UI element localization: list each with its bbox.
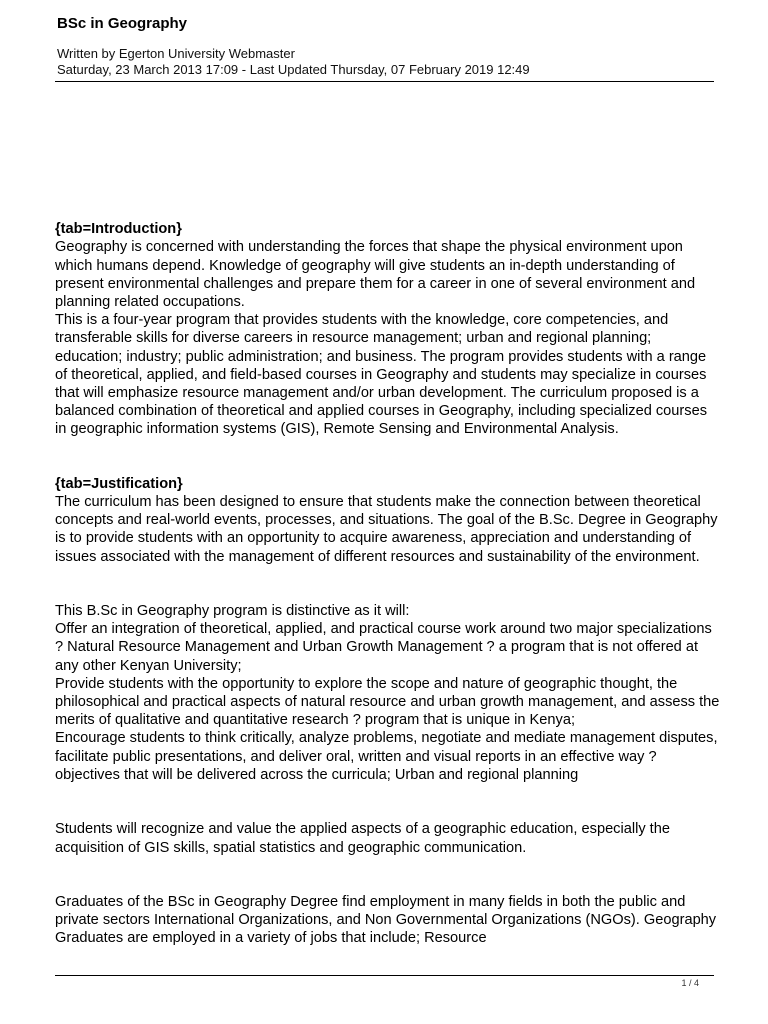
introduction-section (55, 220, 720, 438)
footer-divider (55, 975, 714, 976)
page-number: 1 / 4 (681, 978, 699, 988)
author-line: Written by Egerton University Webmaster (57, 46, 295, 61)
intro-paragraph-2: This is a four-year program that provides students with the knowledge, core competencies, and transferable skills for diverse careers in resource management; urban and regional planning; education; industry; public administration; and business. The program provides students with a range of theoretical, applied, and field-based courses in Geography and students may specialize in courses that will emphasize resource management and/or urban development. The curriculum proposed is a balanced combination of theoretical and applied courses in Geography, including specialized courses in geographic information systems (GIS), Remote Sensing and Environmental Analysis. (55, 312, 707, 438)
intro-paragraph-1: Geography is concerned with understanding the forces that shape the physical environment upon which humans depend. Knowledge of geography will give students an in-depth understanding of present environmental challenges and prepare them for a career in one of several environment and planning related occupations. (55, 239, 696, 311)
article-body (55, 202, 720, 984)
distinctive-item-2: Provide students with the opportunity to explore the scope and nature of geographic thought, the philosophical and practical aspects of natural resource and urban growth management, and assess the merits of qualitative and quantitative research ? program that is unique in Kenya; (55, 675, 720, 729)
date-line: Saturday, 23 March 2013 17:09 - Last Updated Thursday, 07 February 2019 12:49 (57, 62, 530, 77)
distinctive-section (55, 602, 720, 784)
tab-introduction-marker: {tab=Introduction} (55, 221, 182, 238)
students-paragraph: Students will recognize and value the applied aspects of a geographic education, especially the acquisition of GIS skills, spatial statistics and geographic communication. (55, 821, 670, 856)
distinctive-item-1: Offer an integration of theoretical, applied, and practical course work around two major specializations ? Natural Resource Management and Urban Growth Management ? a program that is not offered at any other Kenyan University; (55, 621, 712, 674)
tab-justification-marker: {tab=Justification} (55, 475, 183, 492)
distinctive-item-3: Encourage students to think critically, analyze problems, negotiate and mediate management disputes, facilitate public presentations, and deliver oral, written and visual reports in an effective way ? objectives that will be delivered across the curricula; Urban and regional planning (55, 730, 718, 783)
distinctive-intro: This B.Sc in Geography program is distinctive as it will: (55, 603, 410, 620)
page-title: BSc in Geography (57, 15, 188, 32)
justification-section (55, 475, 720, 566)
graduates-paragraph: Graduates of the BSc in Geography Degree find employment in many fields in both the public and private sectors International Organizations, and Non Governmental Organizations (NGOs). Geography Graduates are employed in a variety of jobs that include; Resource (55, 893, 717, 947)
header-divider (55, 81, 714, 82)
article-meta (57, 46, 530, 78)
justification-paragraph: The curriculum has been designed to ensure that students make the connection between theoretical concepts and real-world events, processes, and situations. The goal of the B.Sc. Degree in Geography is to provide students with an opportunity to acquire awareness, appreciation and understanding of issues associated with the management of different resources and sustainability of the environment. (55, 494, 718, 565)
